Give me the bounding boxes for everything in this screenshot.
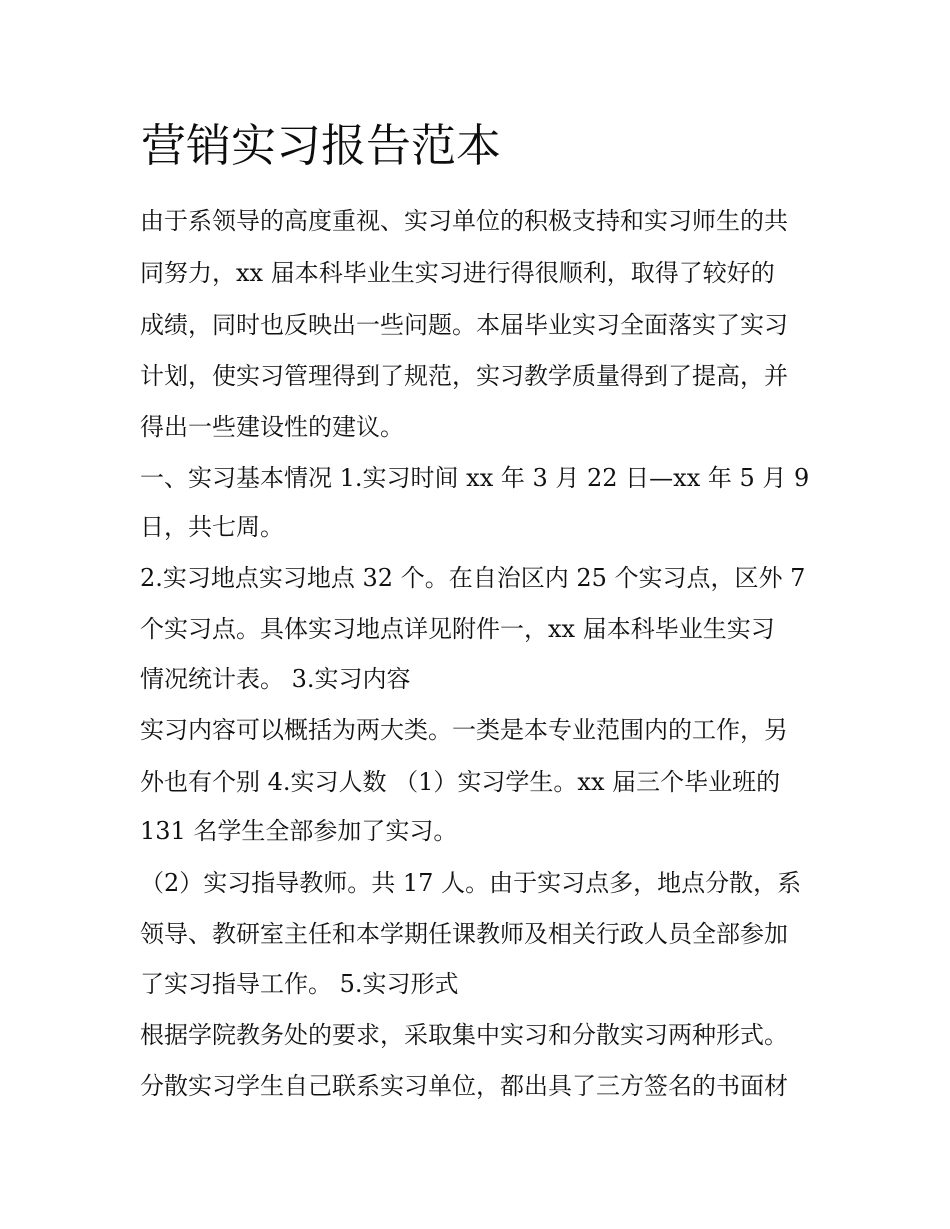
body-line-10: 情况统计表。 3.实习内容 — [140, 665, 411, 693]
body-line-8: 2.实习地点实习地点 32 个。在自治区内 25 个实习点，区外 7 — [140, 564, 806, 592]
body-line-17: 根据学院教务处的要求，采取集中实习和分散实习两种形式。 — [140, 1021, 788, 1049]
body-line-6: 一、实习基本情况 1.实习时间 xx 年 3 月 22 日—xx 年 5 月 9 — [140, 464, 810, 492]
document-title: 营销实习报告范本 — [141, 119, 502, 172]
body-line-1: 由于系领导的高度重视、实习单位的积极支持和实习师生的共 — [140, 207, 788, 235]
body-line-12: 外也有个别 4.实习人数 （1）实习学生。xx 届三个毕业班的 — [140, 768, 781, 796]
body-line-14: （2）实习指导教师。共 17 人。由于实习点多，地点分散，系 — [140, 869, 802, 897]
body-line-16: 了实习指导工作。 5.实习形式 — [140, 970, 459, 998]
body-line-3: 成绩，同时也反映出一些问题。本届毕业实习全面落实了实习 — [140, 311, 788, 339]
body-line-2: 同努力，xx 届本科毕业生实习进行得很顺利，取得了较好的 — [140, 259, 775, 287]
body-line-11: 实习内容可以概括为两大类。一类是本专业范围内的工作，另 — [140, 716, 788, 744]
body-line-9: 个实习点。具体实习地点详见附件一，xx 届本科毕业生实习 — [140, 615, 775, 643]
body-line-7: 日，共七周。 — [140, 513, 284, 541]
body-line-4: 计划，使实习管理得到了规范，实习教学质量得到了提高，并 — [140, 362, 788, 390]
body-line-5: 得出一些建设性的建议。 — [140, 413, 404, 441]
body-line-18: 分散实习学生自己联系实习单位，都出具了三方签名的书面材 — [140, 1072, 788, 1100]
body-line-15: 领导、教研室主任和本学期任课教师及相关行政人员全部参加 — [140, 920, 788, 948]
body-line-13: 131 名学生全部参加了实习。 — [140, 817, 458, 845]
